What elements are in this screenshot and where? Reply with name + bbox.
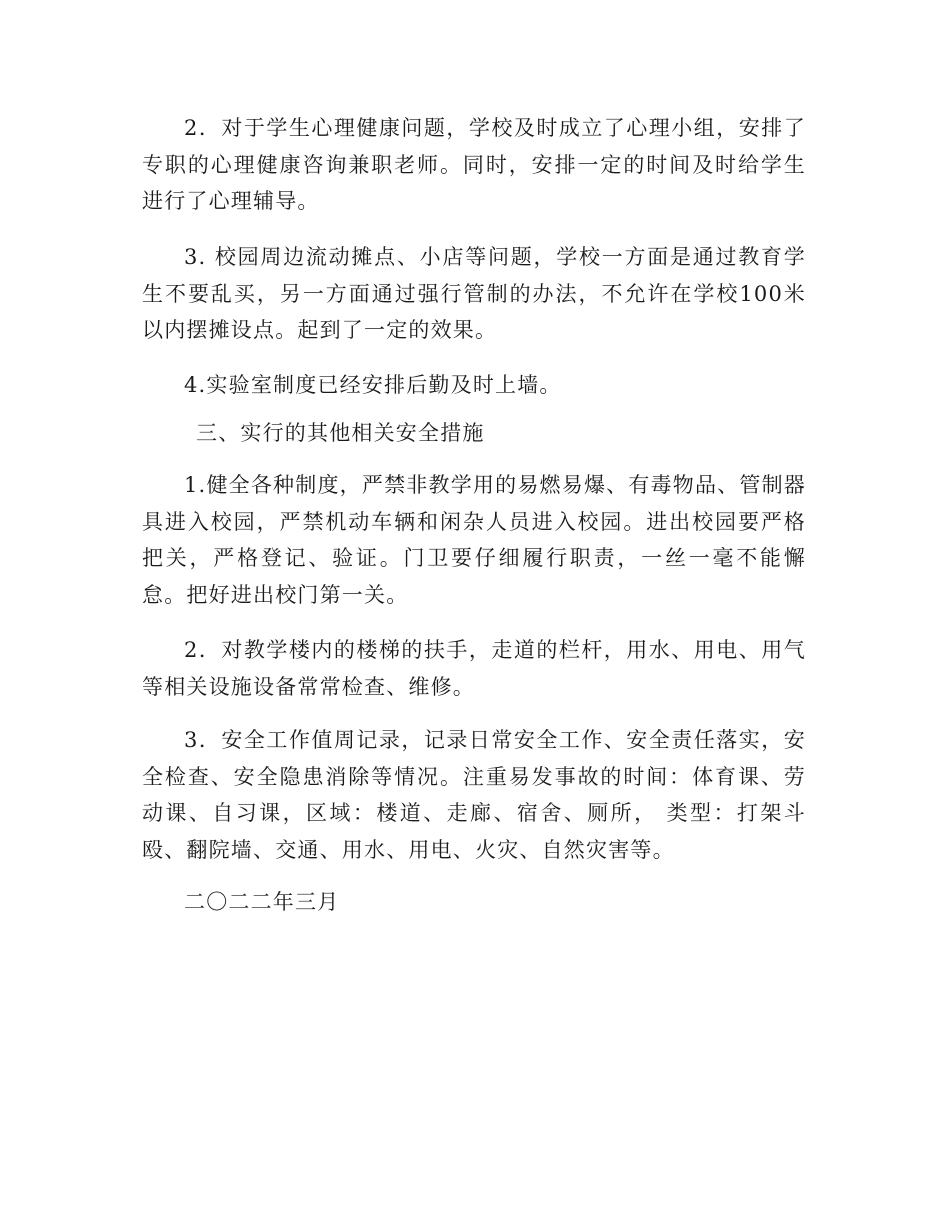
paragraph-campus-vendors: 3. 校园周边流动摊点、小店等问题，学校一方面是通过教育学生不要乱买，另一方面通过强行管制的办法，不允许在学校100米以内摆摊设点。起到了一定的效果。	[142, 245, 806, 343]
paragraph-rules-and-gate: 1.健全各种制度，严禁非教学用的易燃易爆、有毒物品、管制器具进入校园，严禁机动车辆和闲杂人员进入校园。进出校园要严格把关，严格登记、验证。门卫要仔细履行职责，一丝一毫不能懈怠。把好进出校门第一关。	[142, 473, 806, 608]
paragraph-psychological-health: 2．对于学生心理健康问题，学校及时成立了心理小组，安排了专职的心理健康咨询兼职老师。同时，安排一定的时间及时给学生进行了心理辅导。	[142, 116, 806, 214]
paragraph-lab-rules: 4.实验室制度已经安排后勤及时上墙。	[184, 373, 562, 397]
document-date: 二〇二二年三月	[184, 890, 340, 914]
section-heading-other-measures: 三、实行的其他相关安全措施	[196, 421, 485, 445]
paragraph-facility-inspection: 2．对教学楼内的楼梯的扶手，走道的栏杆，用水、用电、用气等相关设施设备常常检查、维修。	[142, 638, 806, 699]
paragraph-safety-duty-record: 3．安全工作值周记录，记录日常安全工作、安全责任落实，安全检查、安全隐患消除等情况。注重易发事故的时间：体育课、劳动课、自习课，区域：楼道、走廊、宿舍、厕所， 类型：打架斗殴、翻院墙、交通、用水、用电、火灾、自然灾害等。	[142, 728, 806, 863]
